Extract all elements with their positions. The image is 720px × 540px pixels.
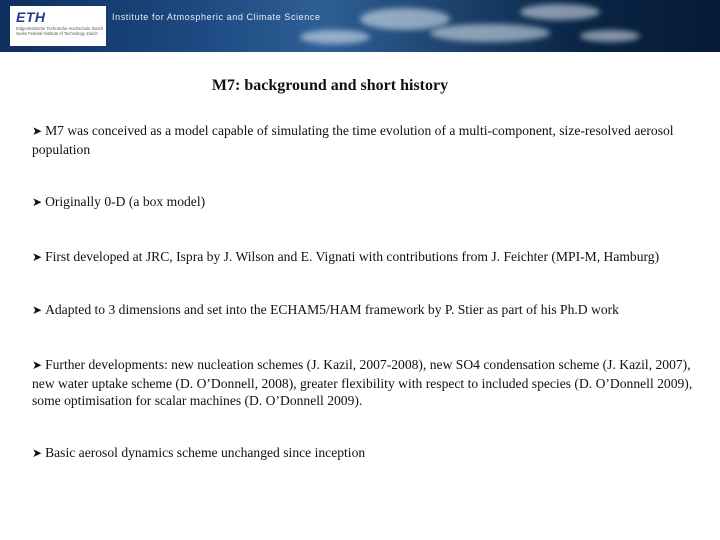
- header-banner: [0, 0, 720, 52]
- bullet-text: Basic aerosol dynamics scheme unchanged since inception: [45, 445, 366, 460]
- arrow-bullet-icon: ➤: [32, 250, 43, 264]
- bullet-item: [32, 444, 697, 463]
- bullet-text: M7 was conceived as a model capable of simulating the time evolution of a multi-component, size-resolved aerosol population: [32, 123, 674, 157]
- institute-name: Institute for Atmospheric and Climate Science: [112, 12, 321, 22]
- bullet-text: Further developments: new nucleation schemes (J. Kazil, 2007-2008), new SO4 condensation scheme (J. Kazil, 2007), new water uptake scheme (D. O’Donnell, 2008), greater flexibility with respect to included species (D. O’Donnell 2009), some optimisation for scalar machines (D. O’Donnell 2009).: [32, 357, 693, 408]
- eth-logo-subtext: Eidgenössische Technische Hochschule Zürich Swiss Federal Institute of Technology Zurich: [16, 26, 104, 36]
- slide-title: M7: background and short history: [211, 77, 449, 94]
- bullet-item: [32, 356, 697, 410]
- eth-logo: [10, 6, 106, 46]
- bullet-item: [32, 248, 697, 267]
- bullet-text: Adapted to 3 dimensions and set into the ECHAM5/HAM framework by P. Stier as part of his Ph.D work: [45, 302, 619, 317]
- bullet-text: Originally 0-D (a box model): [45, 194, 206, 209]
- arrow-bullet-icon: ➤: [32, 195, 43, 209]
- bullet-item: [32, 193, 697, 212]
- arrow-bullet-icon: ➤: [32, 124, 43, 138]
- eth-logo-text: ETH: [16, 9, 46, 25]
- arrow-bullet-icon: ➤: [32, 358, 43, 372]
- bullet-text: First developed at JRC, Ispra by J. Wilson and E. Vignati with contributions from J. Feichter (MPI-M, Hamburg): [45, 249, 660, 264]
- arrow-bullet-icon: ➤: [32, 303, 43, 317]
- bullet-item: [32, 301, 697, 320]
- arrow-bullet-icon: ➤: [32, 446, 43, 460]
- bullet-item: [32, 122, 697, 158]
